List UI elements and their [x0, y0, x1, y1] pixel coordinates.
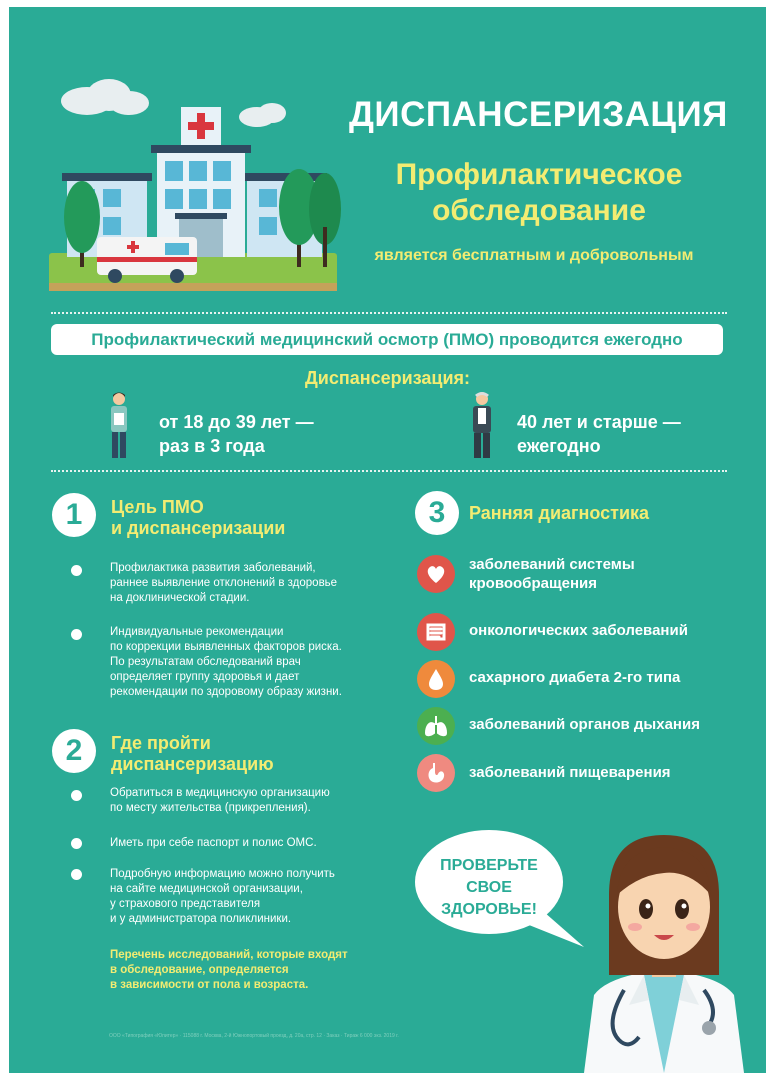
- diagnostic-item-4: заболеваний органов дыхания: [469, 716, 700, 733]
- research-note: Перечень исследований, которые входят в обследование, определяется в зависимости от пола и возраста.: [110, 949, 348, 991]
- section2-item-1: Обратиться в медицинскую организацию по месту жительства (прикрепления).: [110, 787, 330, 814]
- subtitle-line: обследование: [432, 194, 646, 227]
- age-text: от 18 до 39 лет —: [159, 412, 314, 432]
- bullet-dot: [71, 869, 82, 880]
- speech-line: СВОЕ ЗДОРОВЬЕ!: [441, 879, 537, 918]
- speech-text: [419, 855, 559, 921]
- age-text: 40 лет и старше —: [517, 412, 681, 432]
- section-title-line: Цель ПМО: [111, 497, 204, 517]
- bullet-dot: [71, 629, 82, 640]
- section-title-line: Где пройти: [111, 733, 211, 753]
- section1-item-2: Индивидуальные рекомендации по коррекции выявленных факторов риска. По результатам обследований врач определяет группу здоровья и дает рекомендации по здоровому образу жизни.: [110, 626, 342, 698]
- age-group-40-plus: [517, 410, 681, 458]
- section2-title: [111, 733, 274, 775]
- dotted-divider: [51, 470, 727, 472]
- pmo-banner: Профилактический медицинский осмотр (ПМО) проводится ежегодно: [51, 324, 723, 355]
- bullet-dot: [71, 565, 82, 576]
- subtitle: [339, 157, 739, 229]
- heart-icon: [417, 555, 455, 593]
- dotted-divider: [51, 312, 727, 314]
- lungs-icon: [417, 707, 455, 745]
- bullet-dot: [71, 790, 82, 801]
- section2-item-3: Подробную информацию можно получить на сайте медицинской организации, у страхового представителя и у администратора поликлиники.: [110, 868, 335, 925]
- section-number-3: 3: [415, 491, 459, 535]
- hospital-illustration: [47, 77, 347, 299]
- section-title-line: и диспансеризации: [111, 518, 286, 538]
- diagnostic-item-1: заболеваний системы кровообращения: [469, 556, 635, 592]
- section-number-1: 1: [52, 493, 96, 537]
- diagnostic-item-5: заболеваний пищеварения: [469, 764, 671, 781]
- bullet-dot: [71, 838, 82, 849]
- age-text: ежегодно: [517, 436, 601, 456]
- age-group-18-39: [159, 410, 314, 458]
- intestine-icon: [417, 613, 455, 651]
- section1-title: [111, 497, 285, 539]
- young-man-icon: [107, 391, 131, 461]
- speech-line: ПРОВЕРЬТЕ: [440, 857, 538, 874]
- section3-title: Ранняя диагностика: [469, 503, 650, 523]
- age-text: раз в 3 года: [159, 436, 265, 456]
- older-man-icon: [469, 391, 495, 461]
- stomach-icon: [417, 754, 455, 792]
- print-footer: ООО «Типография «Юпитер» · 115088 г. Москва, 2-й Южнопортовый проезд, д. 20а, стр. 12 · Заказ · Тираж 6 000 экз. 2019 г.: [109, 1033, 399, 1039]
- diagnostic-item-3: сахарного диабета 2-го типа: [469, 669, 681, 686]
- subtitle-line: Профилактическое: [395, 158, 683, 191]
- section1-item-1: Профилактика развития заболеваний, раннее выявление отклонений в здоровье на доклинической стадии.: [110, 562, 338, 604]
- poster: [9, 7, 766, 1073]
- section-number-2: 2: [52, 729, 96, 773]
- drop-icon: [417, 660, 455, 698]
- section2-item-2: Иметь при себе паспорт и полис ОМС.: [110, 837, 317, 849]
- page-title: ДИСПАНСЕРИЗАЦИЯ: [349, 95, 728, 134]
- section-title-line: диспансеризацию: [111, 754, 274, 774]
- diagnostic-item-2: онкологических заболеваний: [469, 622, 688, 639]
- free-voluntary-note: является бесплатным и добровольным: [374, 247, 694, 264]
- dispensary-label: Диспансеризация:: [304, 368, 471, 388]
